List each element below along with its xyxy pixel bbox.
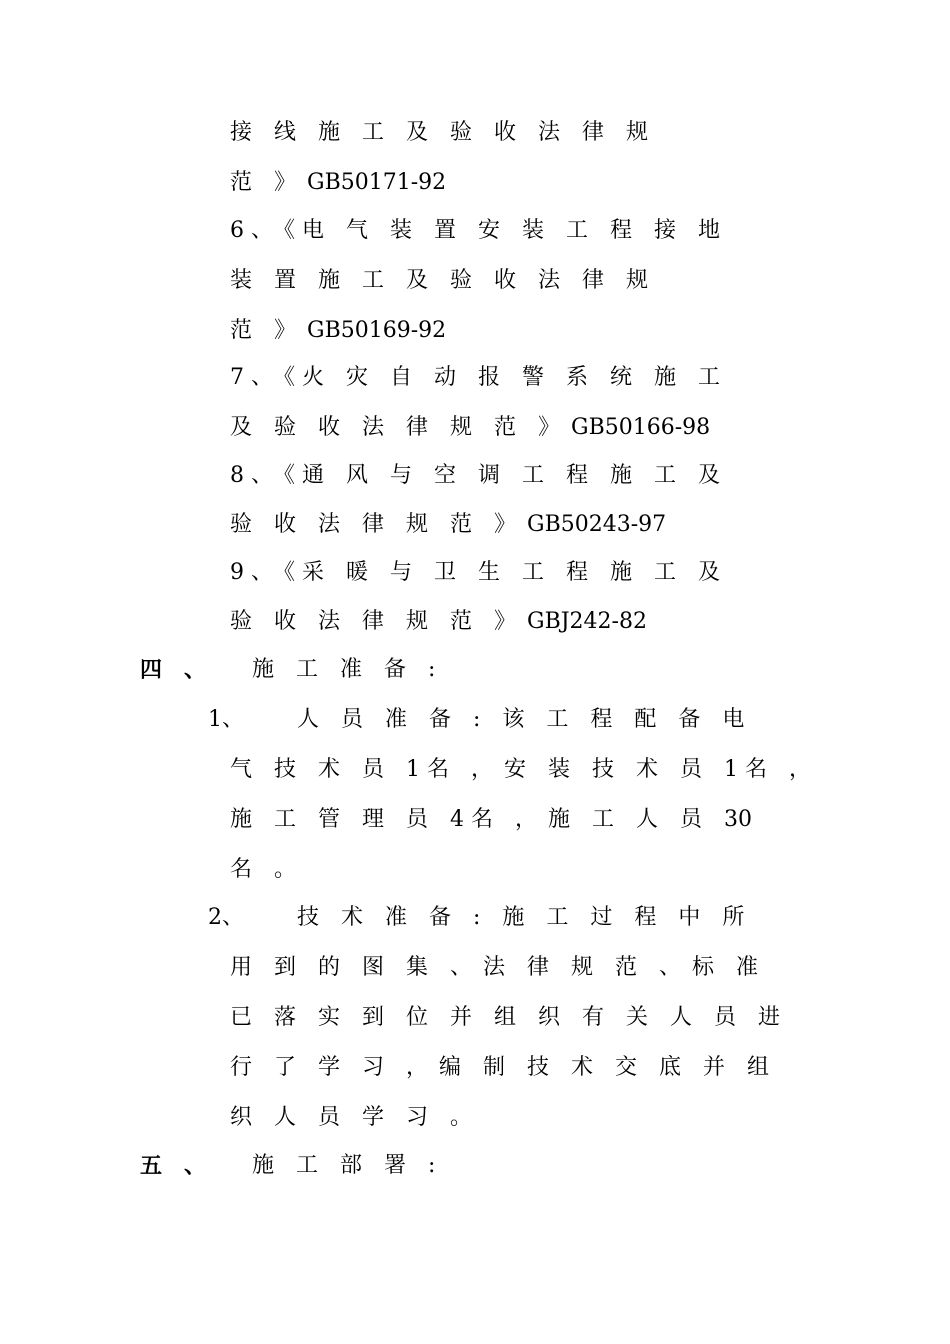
text-line: 验 收 法 律 规 范 》 GB50243-97 <box>230 512 667 537</box>
item-2-line: 技 术 准 备 : 施 工 过 程 中 所 <box>297 905 745 930</box>
item-1-line: 气 技 术 员 1 名 ， 安 装 技 术 员 1 名 ， <box>230 757 811 782</box>
list-item-8: 8 、 《 通 风 与 空 调 工 程 施 工 及 <box>230 463 720 488</box>
text-line: 接 线 施 工 及 验 收 法 律 规 <box>230 120 649 145</box>
section-heading-4-number: 四 、 <box>140 657 207 683</box>
item-2-line: 行 了 学 习 ， 编 制 技 术 交 底 并 组 <box>230 1055 770 1080</box>
text-line: 范 》 GB50171-92 <box>230 170 447 195</box>
section-heading-5-number: 五 、 <box>140 1153 207 1179</box>
list-item-6: 6 、 《 电 气 装 置 安 装 工 程 接 地 <box>230 218 720 243</box>
list-item-9: 9 、 《 采 暖 与 卫 生 工 程 施 工 及 <box>230 560 720 585</box>
item-1-line: 名 。 <box>230 857 297 882</box>
item-1-line: 施 工 管 理 员 4 名 ， 施 工 人 员 30 <box>230 807 752 832</box>
item-2-number: 2、 <box>208 905 244 930</box>
text-line: 范 》 GB50169-92 <box>230 318 447 343</box>
text-line: 验 收 法 律 规 范 》 GBJ242-82 <box>230 609 647 634</box>
item-2-line: 织 人 员 学 习 。 <box>230 1105 473 1130</box>
section-heading-5-title: 施 工 部 署 : <box>252 1153 436 1178</box>
text-line: 装 置 施 工 及 验 收 法 律 规 <box>230 268 649 293</box>
item-1-line: 人 员 准 备 : 该 工 程 配 备 电 <box>297 707 745 732</box>
text-line: 及 验 收 法 律 规 范 》 GB50166-98 <box>230 415 711 440</box>
list-item-7: 7 、 《 火 灾 自 动 报 警 系 统 施 工 <box>230 365 720 390</box>
item-2-line: 用 到 的 图 集 、 法 律 规 范 、 标 准 <box>230 955 759 980</box>
item-2-line: 已 落 实 到 位 并 组 织 有 关 人 员 进 <box>230 1005 781 1030</box>
item-1-number: 1、 <box>208 707 244 732</box>
section-heading-4-title: 施 工 准 备 : <box>252 657 436 682</box>
